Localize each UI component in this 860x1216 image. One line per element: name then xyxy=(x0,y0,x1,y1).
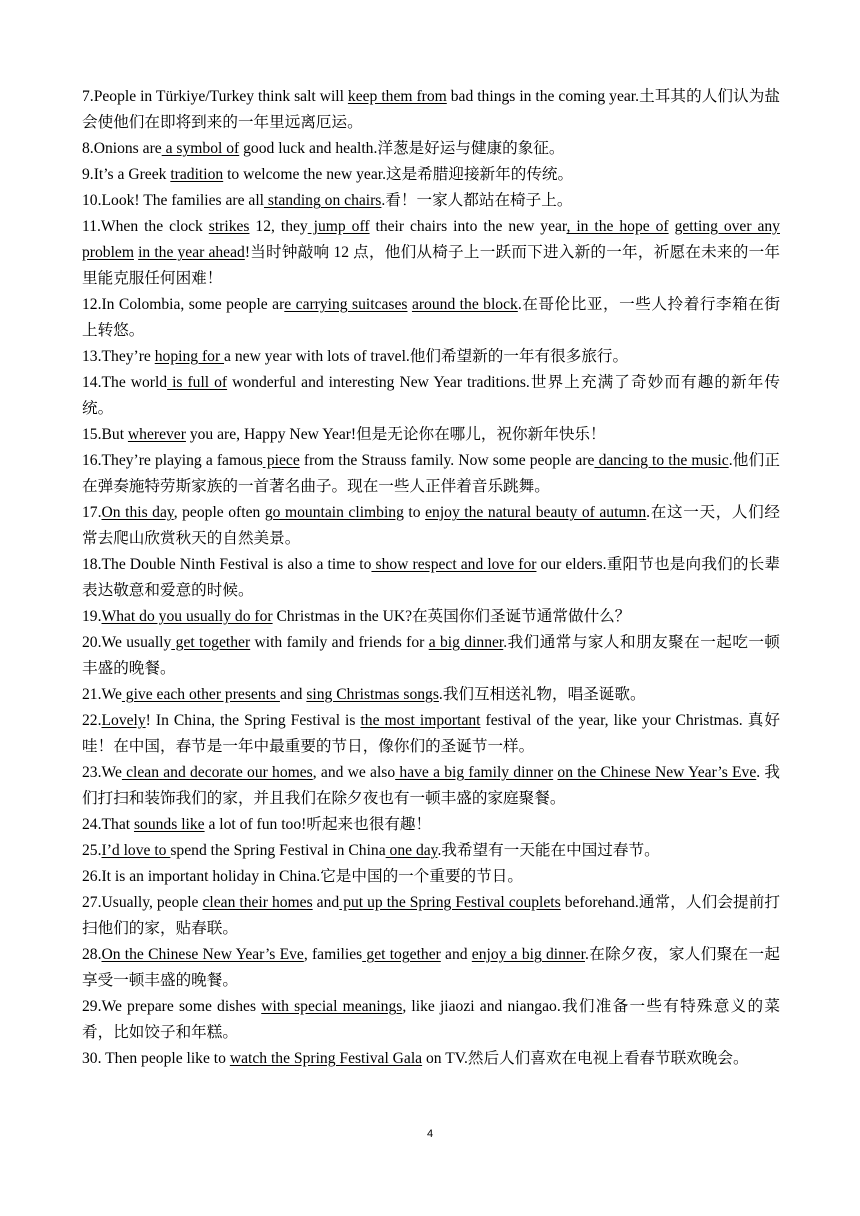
underlined-phrase: have a big family dinner xyxy=(395,764,554,781)
sentence-text: 7.People in Türkiye/Turkey think salt will xyxy=(82,88,348,105)
sentence-item xyxy=(82,812,780,838)
underlined-phrase: sing Christmas songs xyxy=(306,686,439,703)
underlined-phrase: around the block xyxy=(411,296,518,313)
underlined-phrase: with special meanings xyxy=(261,998,403,1015)
sentence-text: a lot of fun too!听起来也很有趣！ xyxy=(204,816,432,833)
sentence-text: from the Strauss family. Now some people are xyxy=(299,452,595,469)
sentence-text: and xyxy=(279,686,307,703)
underlined-phrase: the most important xyxy=(360,712,481,729)
sentence-text: 24.That xyxy=(82,816,134,833)
sentence-item xyxy=(82,760,780,812)
underlined-phrase: go mountain climbing xyxy=(264,504,404,521)
underlined-phrase: strikes xyxy=(208,218,250,235)
page-number: 4 xyxy=(426,1128,434,1140)
sentence-item xyxy=(82,162,780,188)
sentence-text: , and we also xyxy=(312,764,396,781)
sentence-text: 18.The Double Ninth Festival is also a time to xyxy=(82,556,372,573)
underlined-phrase: wherever xyxy=(127,426,186,443)
sentence-text: 16.They’re playing a famous xyxy=(82,452,263,469)
underlined-phrase: piece xyxy=(262,452,300,469)
underlined-phrase: standing on chairs xyxy=(264,192,382,209)
sentence-text: 30. Then people like to xyxy=(82,1050,230,1067)
sentence-item xyxy=(82,422,780,448)
sentence-text: 19. xyxy=(82,608,102,625)
sentence-text: 12.In Colombia, some people ar xyxy=(82,296,285,313)
underlined-phrase: What do you usually do for xyxy=(101,608,273,625)
sentence-item xyxy=(82,942,780,994)
sentence-text: and xyxy=(312,894,340,911)
underlined-phrase: give each other presents xyxy=(121,686,280,703)
underlined-phrase: On the Chinese New Year’s Eve xyxy=(101,946,304,963)
underlined-phrase: tradition xyxy=(170,166,224,183)
sentence-item xyxy=(82,214,780,292)
underlined-phrase: clean their homes xyxy=(202,894,313,911)
sentence-text: spend the Spring Festival in China xyxy=(170,842,386,859)
sentence-text: .我们通常与家人和朋友聚在一起吃一顿丰盛的晚餐。 xyxy=(82,634,781,677)
sentence-text: .在除夕夜，家人们聚在一起享受一顿丰盛的晚餐。 xyxy=(82,946,780,989)
sentence-item xyxy=(82,292,780,344)
sentence-text: 26.It is an important holiday in China.它是中国的一个重要的节日。 xyxy=(82,868,523,885)
sentence-text: 21.We xyxy=(82,686,122,703)
sentence-item xyxy=(82,500,780,552)
sentence-item xyxy=(82,682,780,708)
sentence-text: 11.When the clock xyxy=(82,218,209,235)
sentence-text: to xyxy=(403,504,426,521)
sentence-text: beforehand.通常，人们会提前打扫他们的家，贴春联。 xyxy=(82,894,781,937)
underlined-phrase: watch the Spring Festival Gala xyxy=(229,1050,423,1067)
sentence-text: .我希望有一天能在中国过春节。 xyxy=(437,842,660,859)
underlined-phrase: e carrying suitcases xyxy=(284,296,408,313)
sentence-text: 20.We usually xyxy=(82,634,172,651)
sentence-text: .看！一家人都站在椅子上。 xyxy=(381,192,573,209)
sentence-text: !当时钟敲响 12 点，他们从椅子上一跃而下进入新的一年，祈愿在未来的一年里能克服任何困难！ xyxy=(82,244,780,287)
sentence-text: with family and friends for xyxy=(250,634,429,651)
underlined-phrase: get together xyxy=(362,946,441,963)
sentence-item xyxy=(82,188,780,214)
sentence-text: 13.They’re xyxy=(82,348,155,365)
sentence-text: and xyxy=(440,946,472,963)
sentence-item xyxy=(82,994,780,1046)
underlined-phrase: show respect and love for xyxy=(371,556,537,573)
underlined-phrase: clean and decorate our homes xyxy=(121,764,313,781)
sentence-text: 9.It’s a Greek xyxy=(82,166,171,183)
sentence-text: . 我们打扫和装饰我们的家，并且我们在除夕夜也有一顿丰盛的家庭聚餐。 xyxy=(82,764,780,807)
underlined-phrase: getting over any problem xyxy=(82,218,780,261)
underlined-phrase: enjoy a big dinner xyxy=(471,946,585,963)
underlined-phrase: On this day xyxy=(101,504,174,521)
underlined-phrase: one day xyxy=(385,842,438,859)
sentence-text: 17. xyxy=(82,504,102,521)
underlined-phrase: dancing to the music xyxy=(594,452,729,469)
sentence-text: 29.We prepare some dishes xyxy=(82,998,262,1015)
sentence-text: Christmas in the UK?在英国你们圣诞节通常做什么？ xyxy=(272,608,631,625)
sentence-text: 12, they xyxy=(249,218,308,235)
sentence-item xyxy=(82,890,780,942)
sentence-item xyxy=(82,344,780,370)
underlined-phrase: jump off xyxy=(307,218,370,235)
sentence-text: 28. xyxy=(82,946,102,963)
sentence-text: 15.But xyxy=(82,426,128,443)
sentence-text: wonderful and interesting New Year traditions.世界上充满了奇妙而有趣的新年传统。 xyxy=(82,374,780,417)
sentence-item xyxy=(82,838,780,864)
sentence-text: a new year with lots of travel.他们希望新的一年有很多旅行。 xyxy=(224,348,629,365)
sentence-text: festival of the year, like your Christmas. 真好哇！在中国，春节是一年中最重要的节日，像你们的圣诞节一样。 xyxy=(82,712,780,755)
sentence-text: 10.Look! The families are all xyxy=(82,192,265,209)
underlined-phrase: in the year ahead xyxy=(138,244,245,261)
underlined-phrase: sounds like xyxy=(133,816,205,833)
sentence-item xyxy=(82,84,780,136)
sentence-text: on TV.然后人们喜欢在电视上看春节联欢晚会。 xyxy=(422,1050,749,1067)
sentence-text: you are, Happy New Year!但是无论你在哪儿，祝你新年快乐！ xyxy=(185,426,606,443)
sentence-text: 14.The world xyxy=(82,374,168,391)
underlined-phrase: , in the hope of xyxy=(566,218,669,235)
sentence-text: .我们互相送礼物，唱圣诞歌。 xyxy=(438,686,646,703)
sentence-item xyxy=(82,604,780,630)
sentence-text: .在这一天，人们经常去爬山欣赏秋天的自然美景。 xyxy=(82,504,781,547)
underlined-phrase: enjoy the natural beauty of autumn xyxy=(425,504,647,521)
document-body xyxy=(82,84,780,1072)
sentence-item xyxy=(82,630,780,682)
sentence-text: ! In China, the Spring Festival is xyxy=(145,712,361,729)
sentence-text: our elders.重阳节也是向我们的长辈表达敬意和爱意的时候。 xyxy=(82,556,781,599)
sentence-text: .在哥伦比亚，一些人拎着行李箱在街上转悠。 xyxy=(82,296,780,339)
sentence-text: good luck and health.洋葱是好运与健康的象征。 xyxy=(239,140,565,157)
sentence-item xyxy=(82,370,780,422)
underlined-phrase: hoping for xyxy=(154,348,225,365)
underlined-phrase: get together xyxy=(171,634,251,651)
underlined-phrase: on the Chinese New Year’s Eve xyxy=(557,764,757,781)
sentence-text: 23.We xyxy=(82,764,122,781)
sentence-text: .他们正在弹奏施特劳斯家族的一首著名曲子。现在一些人正伴着音乐跳舞。 xyxy=(82,452,780,495)
underlined-phrase: keep them from xyxy=(347,88,447,105)
sentence-text: bad things in the coming year.土耳其的人们认为盐会使他们在即将到来的一年里远离厄运。 xyxy=(82,88,780,131)
sentence-text: , like jiaozi and niangao.我们准备一些有特殊意义的菜肴，比如饺子和年糕。 xyxy=(82,998,780,1041)
sentence-text: to welcome the new year.这是希腊迎接新年的传统。 xyxy=(223,166,574,183)
sentence-item xyxy=(82,136,780,162)
sentence-text: 25. xyxy=(82,842,102,859)
sentence-text: their chairs into the new year xyxy=(369,218,567,235)
sentence-text: 22. xyxy=(82,712,102,729)
underlined-phrase: Lovely xyxy=(101,712,146,729)
underlined-phrase: put up the Spring Festival couplets xyxy=(339,894,561,911)
sentence-item xyxy=(82,864,780,890)
underlined-phrase: a symbol of xyxy=(161,140,240,157)
sentence-text: , people often xyxy=(173,504,265,521)
sentence-item xyxy=(82,448,780,500)
sentence-text: 27.Usually, people xyxy=(82,894,203,911)
underlined-phrase: a big dinner xyxy=(428,634,504,651)
sentence-item xyxy=(82,552,780,604)
sentence-text: 8.Onions are xyxy=(82,140,162,157)
sentence-item xyxy=(82,1046,780,1072)
sentence-item xyxy=(82,708,780,760)
underlined-phrase: I’d love to xyxy=(101,842,171,859)
sentence-text: , families xyxy=(303,946,363,963)
underlined-phrase: is full of xyxy=(167,374,228,391)
